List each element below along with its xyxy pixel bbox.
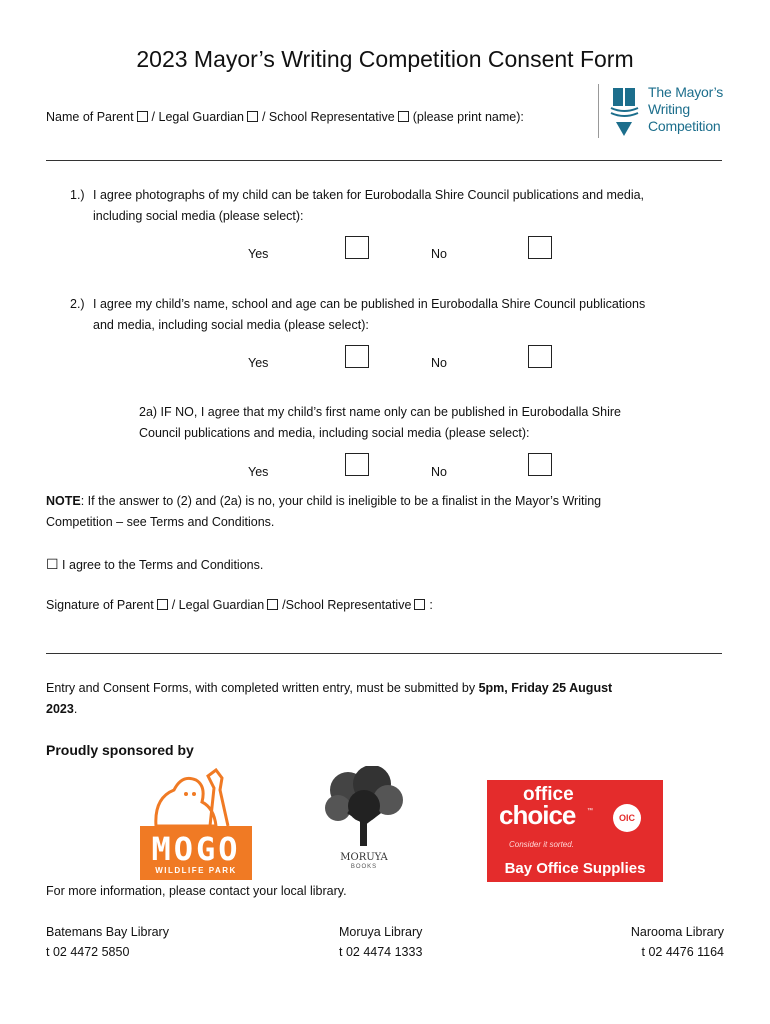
q2-number: 2.): [70, 297, 85, 311]
q2a-yes-checkbox[interactable]: [345, 453, 369, 476]
signature-school-rep-label: /School Representative: [282, 598, 412, 612]
submission-end: .: [73, 702, 78, 716]
moruya-books-logo: [318, 766, 410, 874]
mogo-plate: [140, 826, 252, 880]
q1-yes-checkbox[interactable]: [345, 236, 369, 259]
note-line-1: [46, 494, 601, 508]
guardian-checkbox[interactable]: [247, 111, 258, 122]
q1-text-line-2: including social media (please select):: [93, 209, 304, 223]
q2-yes-checkbox[interactable]: [345, 345, 369, 368]
signature-colon: :: [429, 598, 433, 612]
q2a-no-checkbox[interactable]: [528, 453, 552, 476]
page-title: 2023 Mayor’s Writing Competition Consent Form: [136, 46, 634, 72]
name-guardian-label: / Legal Guardian: [151, 110, 244, 124]
q1-number: 1.): [70, 188, 85, 202]
mogo-subtitle: WILDLIFE PARK: [155, 866, 237, 875]
submission-line-2: [46, 702, 77, 716]
q1-yes-label: Yes: [248, 247, 269, 261]
sig-parent-checkbox[interactable]: [157, 599, 168, 610]
library-narooma: [631, 925, 724, 959]
q1-no-checkbox[interactable]: [528, 236, 552, 259]
submission-deadline: 5pm, Friday 25 August: [478, 681, 613, 695]
office-choice-logo: [487, 780, 663, 882]
note-label: NOTE: [46, 494, 81, 508]
note-line-2: Competition – see Terms and Conditions.: [46, 515, 275, 529]
signature-row: [46, 598, 433, 612]
parent-checkbox[interactable]: [137, 111, 148, 122]
q2a-no-label: No: [431, 465, 447, 479]
office-choice-tm: ™: [587, 808, 593, 814]
sponsors-heading: Proudly sponsored by: [46, 742, 194, 758]
logo-line-1: The Mayor’s: [648, 84, 724, 100]
q1-no-label: No: [431, 247, 447, 261]
library-batemans-bay: [46, 925, 169, 959]
signature-input-line[interactable]: [46, 653, 722, 654]
sig-guardian-checkbox[interactable]: [267, 599, 278, 610]
name-parent-label: Name of Parent: [46, 110, 134, 124]
q2a-yes-label: Yes: [248, 465, 269, 479]
library-phone: t 02 4472 5850: [46, 945, 130, 959]
office-choice-name-1: office: [523, 784, 574, 805]
mogo-name: MOGO: [151, 830, 241, 868]
q2a-text-line-2: Council publications and media, including social media (please select):: [139, 426, 530, 440]
q2a-text-line-1: 2a) IF NO, I agree that my child’s first name only can be published in Eurobodalla Shire: [139, 405, 621, 419]
office-mascot-icon: OIC: [613, 804, 641, 832]
library-name: Narooma Library: [630, 925, 724, 939]
moruya-name: MORUYA: [340, 852, 388, 863]
q1-text-line-1: I agree photographs of my child can be taken for Eurobodalla Shire Council publications and media,: [93, 188, 645, 202]
office-store-name: Bay Office Supplies: [504, 860, 646, 877]
signature-parent-label: Signature of Parent: [46, 598, 154, 612]
q2-text-line-1: I agree my child’s name, school and age can be published in Eurobodalla Shire Council publications: [93, 297, 646, 311]
book-pen-icon: [610, 86, 640, 138]
contact-intro: For more information, please contact your local library.: [46, 884, 347, 898]
print-name-label: (please print name):: [412, 110, 524, 124]
library-name: Batemans Bay Library: [46, 925, 169, 939]
q2-no-checkbox[interactable]: [528, 345, 552, 368]
note-text-1: : If the answer to (2) and (2a) is no, your child is ineligible to be a finalist in the Mayor’s Writing: [80, 494, 602, 508]
signature-guardian-label: / Legal Guardian: [171, 598, 265, 612]
sig-school-rep-checkbox[interactable]: [414, 599, 425, 610]
library-moruya: [339, 925, 422, 959]
tree-icon: [318, 766, 410, 850]
moruya-subtitle: BOOKS: [350, 864, 378, 870]
office-choice-slogan: Consider it sorted.: [509, 840, 574, 849]
terms-label: I agree to the Terms and Conditions.: [62, 558, 264, 572]
gorilla-giraffe-icon: [136, 768, 254, 826]
submission-line-1: [46, 681, 726, 695]
library-phone: t 02 4476 1164: [641, 945, 724, 959]
office-choice-name-2: choice: [499, 800, 576, 830]
submission-text: Entry and Consent Forms, with completed written entry, must be submitted by: [46, 681, 479, 695]
terms-checkbox[interactable]: ☐: [46, 556, 59, 572]
terms-row: [46, 556, 263, 573]
library-phone: t 02 4474 1333: [339, 945, 423, 959]
mogo-wildlife-park-logo: [136, 768, 254, 880]
logo-line-2: Writing: [648, 101, 690, 117]
name-school-rep-label: / School Representative: [261, 110, 395, 124]
q2-no-label: No: [431, 356, 447, 370]
logo-divider: [598, 84, 599, 138]
name-input-line[interactable]: [46, 160, 722, 161]
library-name: Moruya Library: [339, 925, 423, 939]
logo-text: [648, 84, 723, 135]
q2-yes-label: Yes: [248, 356, 269, 370]
logo-line-3: Competition: [648, 118, 721, 134]
mayors-writing-competition-logo: [598, 82, 728, 140]
q2-text-line-2: and media, including social media (please select):: [93, 318, 369, 332]
name-row: [46, 110, 524, 124]
submission-year: 2023: [46, 702, 74, 716]
school-rep-checkbox[interactable]: [398, 111, 409, 122]
